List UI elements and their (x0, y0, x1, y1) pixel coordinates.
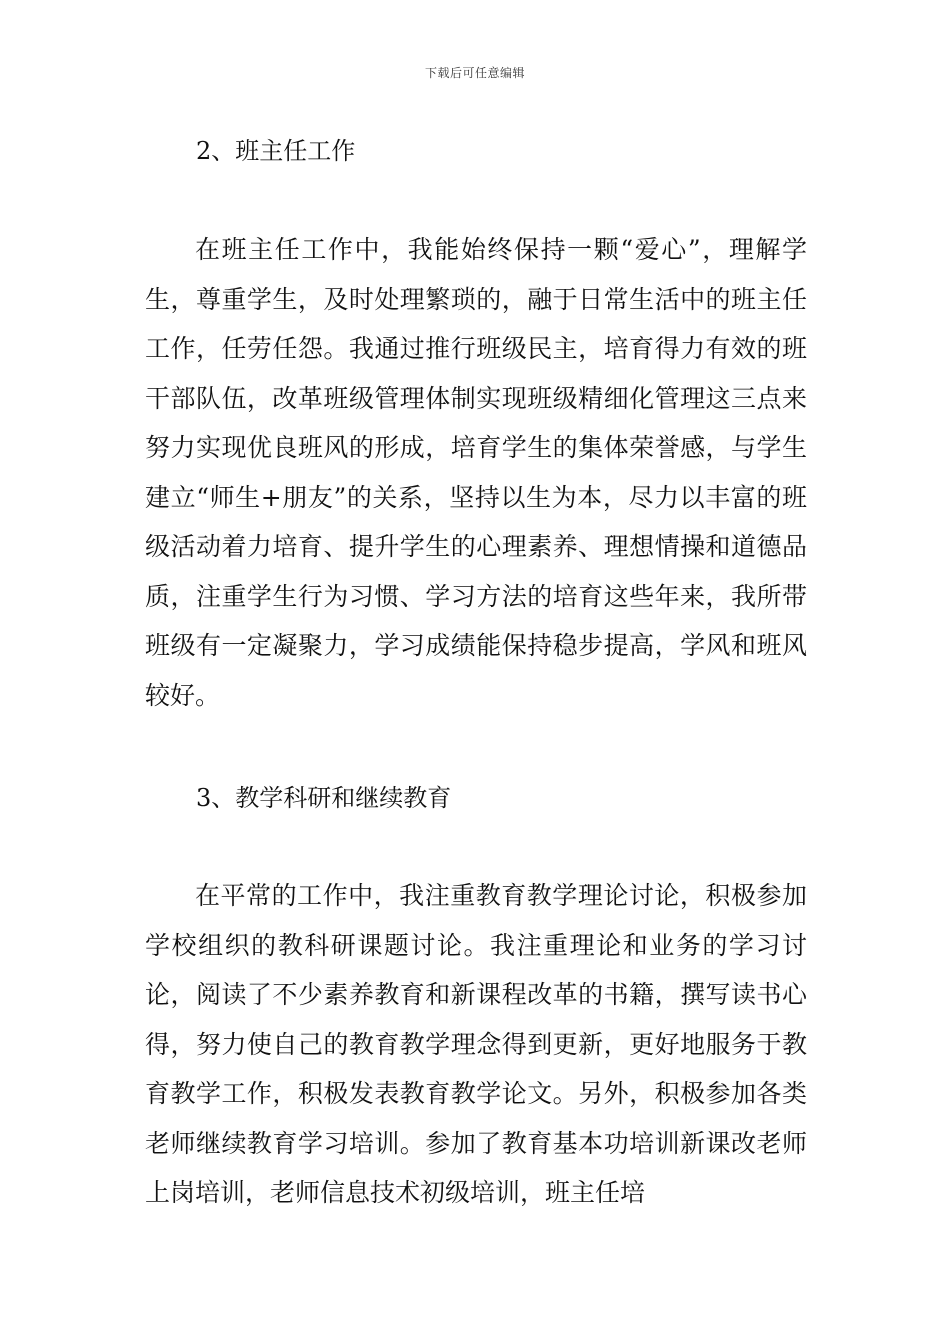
section-heading-class-teacher: 2、班主任工作 (196, 137, 356, 165)
header-note: 下载后可任意编辑 (424, 66, 525, 80)
section-paragraph-research-education: 在平常的工作中，我注重教育教学理论讨论，积极参加学校组织的教科研课题讨论。我注重理论和业务的学习讨论，阅读了不少素养教育和新课程改革的书籍，撰写读书心得，努力使自己的教育教学理念得到更新，更好地服务于教育教学工作，积极发表教育教学论文。另外，积极参加各类老师继续教育学习培训。参加了教育基本功培训新课改老师上岗培训，老师信息技术初级培训，班主任培 (145, 881, 807, 1207)
section-paragraph-class-teacher: 在班主任工作中，我能始终保持一颗“爱心”，理解学生，尊重学生，及时处理繁琐的，融于日常生活中的班主任工作，任劳任怨。我通过推行班级民主，培育得力有效的班干部队伍，改革班级管理体制实现班级精细化管理这三点来努力实现优良班风的形成，培育学生的集体荣誉感，与学生建立“师生+朋友”的关系，坚持以生为本，尽力以丰富的班级活动着力培育、提升学生的心理素养、理想情操和道德品质，注重学生行为习惯、学习方法的培育这些年来，我所带班级有一定凝聚力，学习成绩能保持稳步提高，学风和班风较好。 (145, 235, 807, 710)
section-heading-research-education: 3、教学科研和继续教育 (196, 784, 452, 812)
